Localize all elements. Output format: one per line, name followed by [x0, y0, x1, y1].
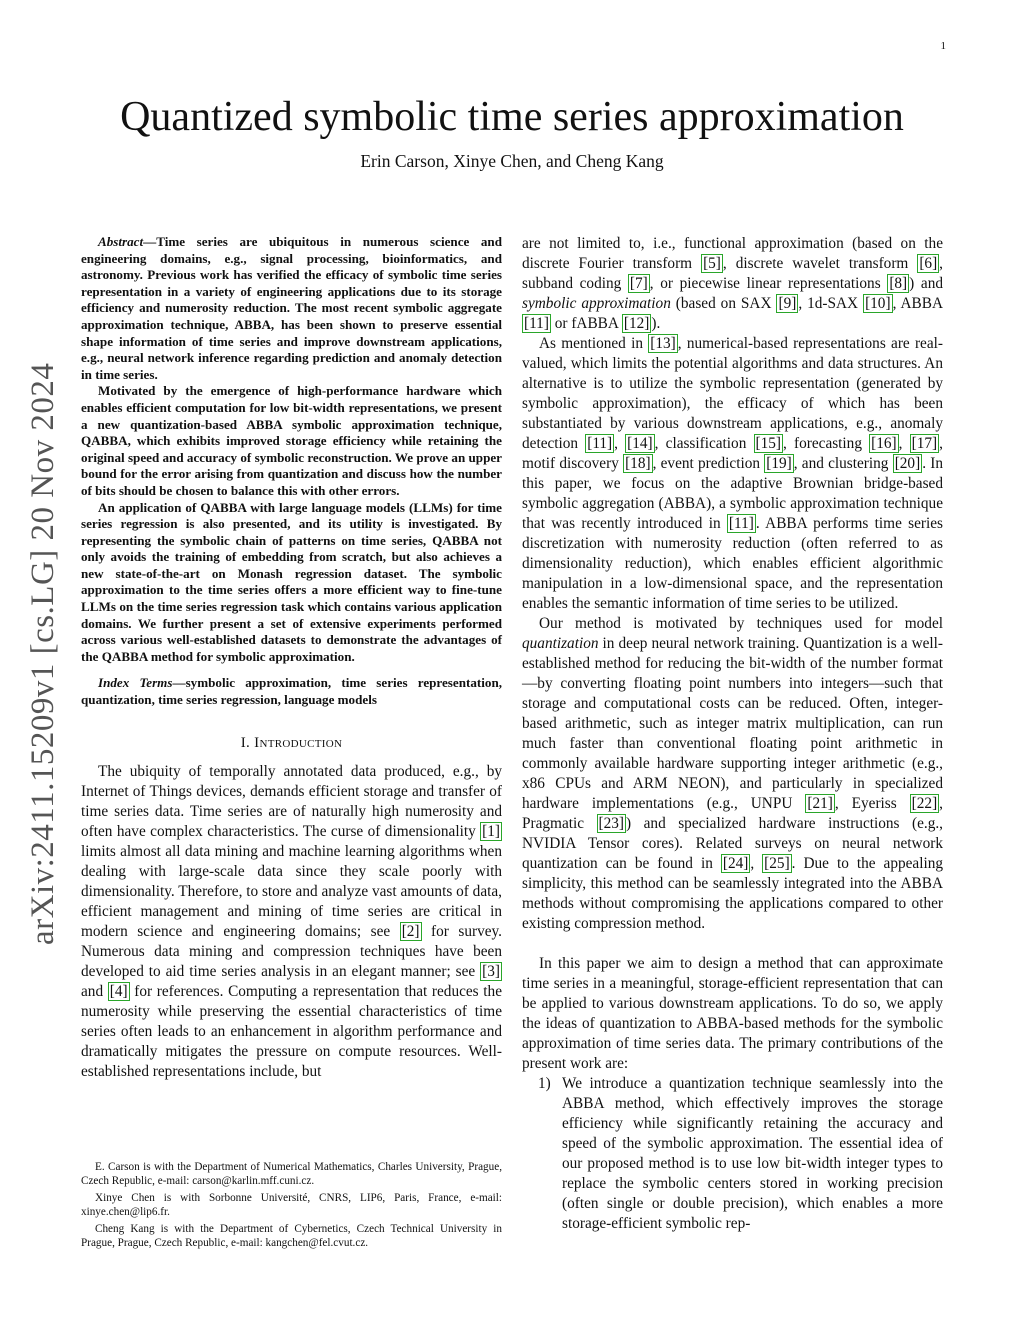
text-run: or fABBA — [550, 315, 622, 332]
footnote-carson: E. Carson is with the Department of Numerical Mathematics, Charles University, Prague, Czech Republic, e-mail: carson@karlin.mff.cuni.cz. — [81, 1161, 502, 1187]
index-terms-text: —symbolic approximation, time series representation, quantization, time series regression, language models — [81, 675, 503, 708]
section-title: Introduction — [254, 734, 343, 751]
citation-link[interactable]: [5] — [703, 255, 721, 272]
citation-link[interactable]: [12] — [623, 315, 650, 332]
citation-link[interactable]: [20] — [894, 455, 921, 472]
citation-link[interactable]: [19] — [766, 455, 792, 472]
right-column — [522, 234, 943, 1234]
text-run: , classification — [654, 435, 754, 452]
citation-link[interactable]: [23] — [598, 815, 625, 832]
paper-title: Quantized symbolic time series approximation — [120, 94, 904, 140]
intro-paragraph-3 — [522, 334, 943, 614]
text-run: are not limited to, i.e., functional approximation (based on the discrete Fourier transform — [522, 235, 943, 272]
citation-link[interactable]: [15] — [755, 435, 782, 452]
index-terms — [81, 675, 502, 708]
text-run: , event prediction — [652, 455, 765, 472]
citation-link[interactable]: [25] — [764, 855, 790, 872]
list-item — [522, 1074, 943, 1234]
text-run: and — [81, 982, 108, 1000]
abstract — [81, 234, 502, 665]
text-run: , ABBA — [892, 295, 943, 312]
text-run: , — [898, 435, 910, 452]
footnote-chen: Xinye Chen is with Sorbonne Université, CNRS, LIP6, Paris, France, e-mail: xinye.chen@lip6.fr. — [81, 1192, 502, 1218]
page-number: 1 — [940, 40, 946, 52]
text-run: , Pragmatic — [522, 795, 943, 832]
citation-link[interactable]: [13] — [650, 335, 676, 352]
intro-paragraph-2 — [522, 234, 943, 334]
citation-link[interactable]: [7] — [629, 275, 648, 292]
citation-link[interactable]: [21] — [807, 795, 833, 812]
emphasis: symbolic approximation — [522, 295, 671, 312]
text-run: . Due to the appealing simplicity, this method can be seamlessly integrated into the ABBA methods without compromising the applications compared to other existing compression method. — [522, 855, 944, 932]
text-run: for references. Computing a representation that reduces the numerosity while preserving the essential characteristics of time series often leads to an enhancement in algorithm performance and dramatically mitigates the pressure on compute resources. Well-established representations include, but — [81, 982, 502, 1080]
text-run: . In this paper, we focus on the adaptive Brownian bridge-based symbolic aggregation (ABBA), a symbolic approximation technique that was recently introduced in — [522, 455, 943, 532]
list-item-number: 1) — [538, 1075, 551, 1092]
section-heading-introduction — [81, 735, 502, 752]
text-run: in deep neural network training. Quantization is a well-established method for reducing the bit-width of the number format—by converting floating point numbers into integers—such that storage and computational costs can be reduced. Often, integer-based arithmetic, such as integer matrix multiplication, can run much faster than conventional floating point arithmetic in commonly available hardware supporting integer arithmetic (e.g., x86 CPUs and ARM NEON), and particularly in specialized hardware implementations (e.g., UNPU — [522, 635, 943, 812]
arxiv-identifier-stamp: arXiv:2411.15209v1 [cs.LG] 20 Nov 2024 — [25, 362, 61, 945]
citation-link[interactable]: [11] — [524, 315, 549, 332]
intro-paragraph-5: In this paper we aim to design a method that can approximate time series in a meaningful, storage-efficient representation that can be applied to various downstream applications. To do so, we apply the ideas of quantization to ABBA-based methods for the symbolic approximation of time series data. The primary contributions of the present work are: — [522, 955, 943, 1072]
citation-link[interactable]: [22] — [911, 795, 938, 812]
citation-link[interactable]: [11] — [728, 515, 754, 532]
citation-link[interactable]: [17] — [911, 435, 938, 452]
text-run: ) and — [909, 275, 943, 292]
citation-link[interactable]: [16] — [871, 435, 897, 452]
text-run: , motif discovery — [522, 435, 943, 472]
citation-link[interactable]: [2] — [401, 922, 420, 940]
left-column — [81, 234, 502, 1082]
list-item-text: We introduce a quantization technique seamlessly into the ABBA method, which effectively improves the storage efficiency while significantly retaining the accuracy and speed of the symbolic approximation. The essential idea of our proposed method is to use low bit-width integer types to replace the symbolic centers stored in working precision (often single or double precision), which enables a more storage-efficient symbolic rep- — [562, 1075, 943, 1232]
text-run: The ubiquity of temporally annotated data produced, e.g., by Internet of Things devices, demands efficient storage and transfer of time series data. Time series are of naturally high numerosity and often have complex characteristics. The curse of dimensionality — [81, 762, 502, 840]
citation-link[interactable]: [11] — [587, 435, 613, 452]
text-run: (based on SAX — [670, 295, 777, 312]
text-run: , — [614, 435, 626, 452]
citation-link[interactable]: [10] — [865, 295, 891, 312]
intro-paragraph-4 — [522, 614, 943, 934]
index-terms-lead: Index Terms — [98, 675, 173, 691]
text-run: , forecasting — [783, 435, 870, 452]
abstract-paragraph-2: Motivated by the emergence of high-performance hardware which enables efficient computation for low bit-width representations, we present a new quantization-based ABBA symbolic approximation technique, QABBA, which exhibits improved storage efficiency while retaining the original speed and accuracy of symbolic reconstruction. We prove an upper bound for the error arising from quantization and discuss how the number of bits should be chosen to balance this with other errors. — [81, 383, 502, 498]
citation-link[interactable]: [24] — [722, 855, 749, 872]
citation-link[interactable]: [9] — [778, 295, 797, 312]
text-run: , discrete wavelet transform — [722, 255, 918, 272]
text-run: limits almost all data mining and machine learning algorithms when dealing with large-scale data since they scale poorly with dimensionality. Therefore, to store and analyze vast amounts of data, efficient management and mining of time series are critical in modern science and engineering domains; see — [81, 842, 502, 940]
citation-link[interactable]: [6] — [919, 255, 938, 272]
abstract-paragraph-1: —Time series are ubiquitous in numerous science and engineering domains, e.g., signal processing, bioinformatics, and astronomy. Previous work has verified the efficacy of symbolic time series representation in a variety of engineering applications due to its storage efficiency and numerosity reduction. The most recent symbolic aggregate approximation technique, ABBA, has been shown to preserve essential shape information of time series and improve downstream applications, e.g., neural network inference regarding prediction and anomaly detection in time series. — [81, 234, 502, 382]
citation-link[interactable]: [1] — [482, 822, 500, 840]
text-run: ) and specialized hardware instructions (e.g., NVIDIA Tensor cores). Related surveys on neural network quantization can be found in — [522, 815, 943, 872]
text-run: , or piecewise linear representations — [649, 275, 888, 292]
text-run: , Eyeriss — [834, 795, 910, 812]
text-run: . ABBA performs time series discretization with numerosity reduction (often referred to as dimensionality reduction), which enables efficient algorithmic manipulation in a low-dimensional space, and the representation enables the semantic information of time series to be utilized. — [522, 515, 944, 612]
emphasis: quantization — [522, 635, 599, 652]
text-run: , and clustering — [793, 455, 893, 472]
text-run: ). — [651, 315, 661, 332]
citation-link[interactable]: [4] — [109, 982, 128, 1000]
text-run: Our method is motivated by techniques used for model — [539, 615, 943, 632]
text-run: , subband coding — [522, 255, 943, 292]
paper-authors: Erin Carson, Xinye Chen, and Cheng Kang — [360, 151, 664, 171]
abstract-lead: Abstract — [98, 234, 144, 249]
contributions-list — [522, 1074, 943, 1234]
section-number: I. — [240, 734, 255, 751]
text-run: , numerical-based representations are real-valued, which limits the potential algorithms and data structures. An alternative is to utilize the symbolic representation (generated by symbolic approximation), the efficacy of which has been substantiated by various downstream applications, e.g., anomaly detection — [522, 335, 943, 452]
text-run: As mentioned in — [539, 335, 649, 352]
citation-link[interactable]: [8] — [889, 275, 908, 292]
citation-link[interactable]: [14] — [627, 435, 653, 452]
citation-link[interactable]: [18] — [625, 455, 651, 472]
intro-paragraph-1 — [81, 762, 502, 1082]
citation-link[interactable]: [3] — [482, 962, 500, 980]
author-footnotes — [81, 1160, 502, 1253]
abstract-paragraph-3: An application of QABBA with large language models (LLMs) for time series regression is also presented, and its utility is investigated. By representing the symbolic chain of patterns on time series, QABBA not only avoids the training of embedding from scratch, but also achieves a new state-of-the-art on Monash regression dataset. The symbolic approximation to the time series offers a more efficient way to fine-tune LLMs on the time series regression task which contains various application domains. We further present a set of extensive experiments performed across various well-established datasets to demonstrate the advantages of the QABBA method for symbolic approximation. — [81, 499, 502, 664]
text-run: , — [750, 855, 763, 872]
text-run: for survey. Numerous data mining and compression techniques have been developed to aid time series analysis in an elegant manner; see — [81, 922, 502, 980]
text-run: , 1d-SAX — [798, 295, 864, 312]
footnote-kang: Cheng Kang is with the Department of Cybernetics, Czech Technical University in Prague, Prague, Czech Republic, e-mail: kangchen@fel.cvut.cz. — [81, 1223, 502, 1249]
